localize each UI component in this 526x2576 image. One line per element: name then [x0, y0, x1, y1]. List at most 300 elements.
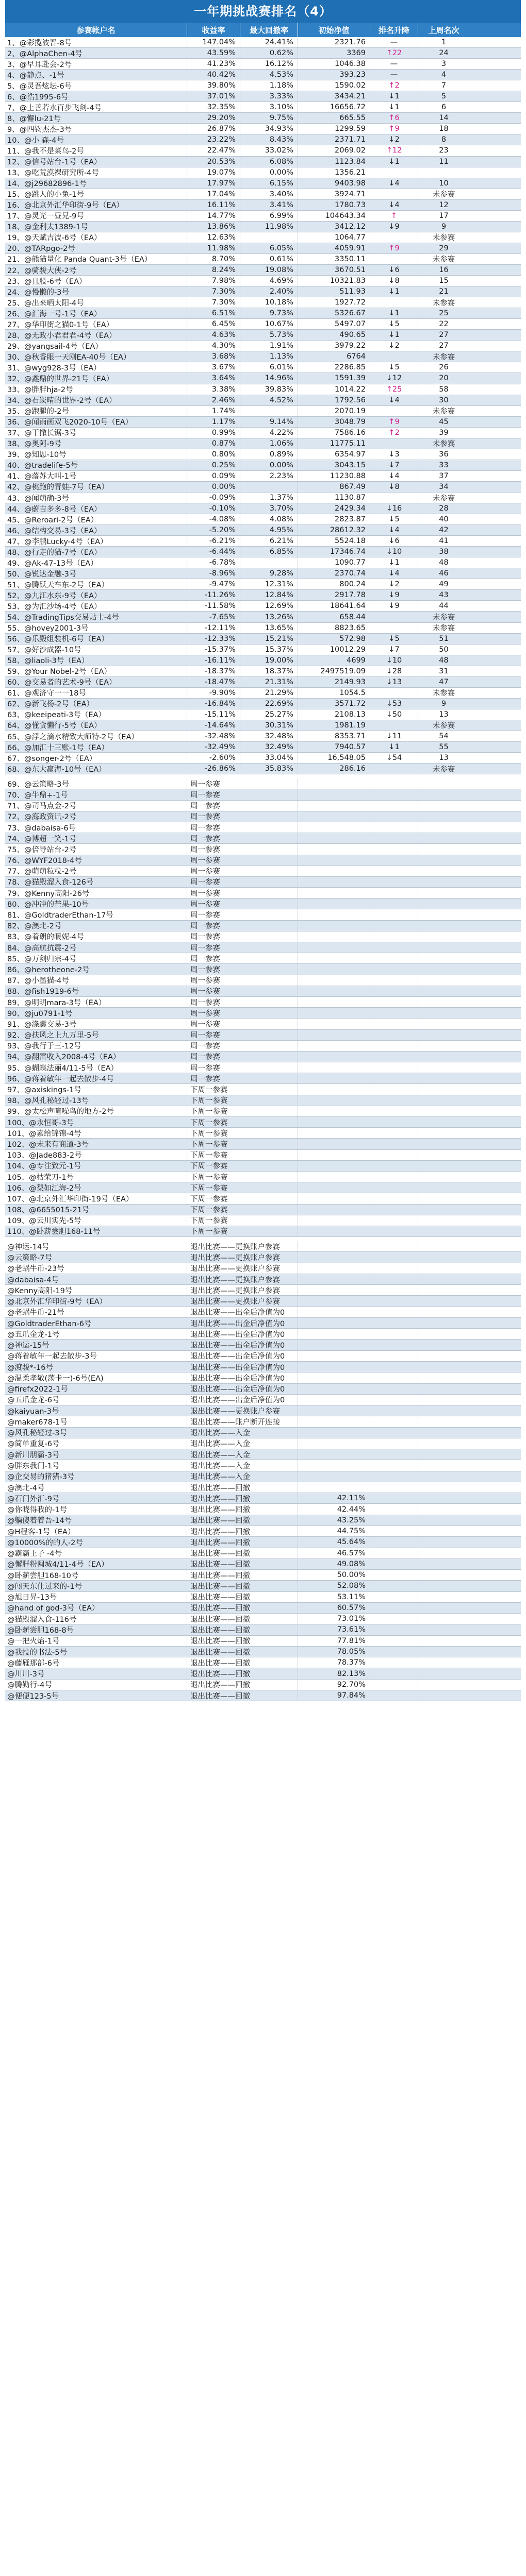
- last-week-rank: [418, 297, 469, 308]
- initial-nav: [298, 330, 370, 340]
- empty-cell: [298, 1128, 370, 1138]
- rank-change-text: ↓12: [386, 374, 402, 383]
- exit-reason: [187, 1274, 298, 1284]
- exit-drawdown: [298, 1471, 370, 1482]
- last-week-rank-text: 42: [439, 526, 449, 535]
- empty-cell: [370, 986, 418, 996]
- empty-cell: [370, 931, 418, 942]
- table-row: [5, 536, 521, 547]
- initial-nav: [298, 157, 370, 167]
- last-week-rank-text: 未参赛: [432, 722, 455, 731]
- empty-cell: [418, 975, 469, 986]
- max-drawdown-text: 25.27%: [265, 710, 293, 719]
- account-name-text: 45、@Reroari-2号（EA）: [7, 516, 98, 524]
- last-week-rank-text: 51: [439, 634, 449, 643]
- max-drawdown: [240, 742, 298, 752]
- empty-cell: [370, 1008, 418, 1018]
- max-drawdown-text: 6.01%: [269, 363, 293, 372]
- rank-change-text: ↓6: [388, 537, 400, 546]
- rank-change-text: ↑9: [388, 125, 400, 133]
- empty-cell: [298, 844, 370, 854]
- max-drawdown-text: 19.08%: [265, 266, 293, 274]
- pending-row: [5, 1128, 521, 1139]
- rank-change: [370, 482, 418, 492]
- rank-change-text: ↓4: [388, 200, 400, 209]
- max-drawdown: [240, 417, 298, 427]
- exit-drawdown: [298, 1526, 370, 1536]
- initial-nav: [298, 308, 370, 318]
- empty-cell: [370, 1019, 418, 1029]
- rank-change: [370, 709, 418, 720]
- max-drawdown: [240, 709, 298, 720]
- account-name: [5, 975, 187, 986]
- empty-cell: [370, 1428, 418, 1438]
- last-week-rank-text: 18: [439, 125, 449, 133]
- empty-cell: [418, 899, 469, 909]
- account-name-text: @maker678-1号: [7, 1418, 68, 1427]
- account-name: [5, 778, 187, 789]
- last-week-rank: [418, 362, 469, 372]
- exit-reason: [187, 1351, 298, 1361]
- return-rate: [187, 709, 240, 720]
- join-status: [187, 778, 298, 789]
- max-drawdown-text: 0.61%: [269, 255, 293, 263]
- exit-drawdown-text: 60.57%: [337, 1603, 366, 1612]
- exit-drawdown: [298, 1581, 370, 1591]
- return-rate: [187, 525, 240, 535]
- initial-nav-text: 3350.11: [335, 255, 366, 263]
- last-week-rank: [418, 330, 469, 340]
- initial-nav: [298, 623, 370, 633]
- rank-change: [370, 612, 418, 622]
- initial-nav: [298, 297, 370, 308]
- table-row: [5, 70, 521, 80]
- exit-drawdown-text: 82.13%: [337, 1669, 366, 1678]
- max-drawdown-text: 3.10%: [269, 103, 293, 112]
- account-name-text: 41、@落苏大叫-1号: [7, 472, 77, 481]
- exited-row: [5, 1515, 521, 1526]
- empty-cell: [418, 1515, 469, 1526]
- rank-change: [370, 341, 418, 351]
- table-row: [5, 677, 521, 688]
- max-drawdown-text: 6.15%: [269, 179, 293, 188]
- account-name-text: 71、@司马点金-2号: [7, 802, 77, 811]
- account-name: [5, 1052, 187, 1062]
- last-week-rank-text: 3: [441, 60, 447, 69]
- max-drawdown: [240, 351, 298, 362]
- account-name-text: 75、@倍导站台-2号: [7, 845, 77, 854]
- empty-cell: [370, 1150, 418, 1160]
- account-name: [5, 964, 187, 974]
- initial-nav-text: 800.24: [339, 580, 366, 589]
- initial-nav-text: 1090.77: [335, 558, 366, 567]
- exit-reason-text: 退出比赛——回撤: [190, 1528, 250, 1536]
- account-name-text: @我投的书法-5号: [7, 1648, 67, 1657]
- last-week-rank-text: 未参赛: [432, 256, 455, 264]
- max-drawdown: [240, 145, 298, 156]
- return-rate-text: -8.96%: [209, 569, 236, 578]
- pending-list: [5, 778, 521, 1237]
- last-week-rank-text: 26: [439, 363, 449, 372]
- account-name: [5, 909, 187, 920]
- initial-nav-text: 4699: [347, 656, 366, 665]
- exit-reason-text: 退出比赛——更换账户参赛: [190, 1286, 280, 1295]
- empty-cell: [298, 1215, 370, 1226]
- pending-row: [5, 909, 521, 920]
- exit-reason: [187, 1493, 298, 1503]
- return-rate-text: -18.37%: [204, 667, 236, 675]
- rank-change: [370, 70, 418, 80]
- rank-change: [370, 222, 418, 232]
- join-status: [187, 888, 298, 898]
- account-name-text: @老蜗牛币-21号: [7, 1309, 64, 1317]
- rank-change: [370, 764, 418, 774]
- empty-cell: [370, 1340, 418, 1350]
- empty-cell: [370, 1603, 418, 1613]
- exit-drawdown-text: 45.64%: [337, 1538, 366, 1547]
- exited-row: [5, 1449, 521, 1460]
- last-week-rank: [418, 471, 469, 481]
- initial-nav: [298, 699, 370, 709]
- initial-nav: [298, 124, 370, 134]
- return-rate-text: -15.11%: [204, 710, 236, 719]
- initial-nav-text: 5326.67: [335, 309, 366, 318]
- return-rate-text: -5.20%: [209, 526, 236, 535]
- initial-nav: [298, 417, 370, 427]
- initial-nav-text: 2371.71: [335, 135, 366, 144]
- max-drawdown-text: 0.00%: [269, 168, 293, 177]
- account-name-text: 24、@慢懒的-3号: [7, 288, 69, 297]
- table-row: [5, 80, 521, 91]
- account-name-text: @闯天东仕过来的-1号: [7, 1582, 82, 1591]
- account-name: [5, 1252, 187, 1262]
- return-rate-text: -16.11%: [204, 656, 236, 665]
- last-week-rank: [418, 134, 469, 145]
- rank-change-text: ↑12: [386, 146, 402, 155]
- last-week-rank-text: 22: [439, 320, 449, 329]
- rank-change-text: ↓16: [386, 504, 402, 513]
- last-week-rank-text: 34: [439, 482, 449, 491]
- empty-cell: [418, 1106, 469, 1116]
- exit-reason-text: 退出比赛——入金: [190, 1429, 250, 1438]
- join-status-text: 周一参赛: [190, 813, 220, 822]
- exit-reason: [187, 1296, 298, 1306]
- initial-nav-text: 2823.87: [335, 515, 366, 524]
- account-name: [5, 134, 187, 145]
- return-rate: [187, 460, 240, 470]
- empty-cell: [370, 1614, 418, 1624]
- account-name-text: 14、@j29682896-1号: [7, 180, 87, 189]
- exited-list: [5, 1241, 521, 1701]
- return-rate-text: 17.97%: [207, 179, 236, 188]
- rank-change-text: ↓6: [388, 266, 400, 274]
- empty-cell: [298, 877, 370, 887]
- empty-cell: [298, 1226, 370, 1236]
- account-name: [5, 222, 187, 232]
- account-name-text: 52、@九江水东-9号（EA）: [7, 591, 102, 600]
- exit-reason-text: 退出比赛——回撤: [190, 1538, 250, 1547]
- last-week-rank: [418, 612, 469, 622]
- account-name-text: 72、@海政资讯-2号: [7, 813, 77, 822]
- last-week-rank-text: 33: [439, 461, 449, 469]
- account-name: [5, 1482, 187, 1493]
- join-status-text: 周一参赛: [190, 1020, 220, 1029]
- account-name-text: 95、@蝴蝶法丽4/11-5号（EA）: [7, 1064, 119, 1073]
- account-name: [5, 1624, 187, 1635]
- join-status: [187, 833, 298, 843]
- join-status-text: 周一参赛: [190, 922, 220, 931]
- account-name: [5, 1416, 187, 1427]
- account-name-text: 73、@dabaisa-6号: [7, 824, 76, 833]
- join-status: [187, 1117, 298, 1127]
- account-name: [5, 1193, 187, 1204]
- empty-cell: [418, 921, 469, 931]
- empty-cell: [370, 1182, 418, 1193]
- rank-change-text: ↓4: [388, 526, 400, 535]
- join-status: [187, 921, 298, 931]
- account-name-text: 79、@Kenny高阳-26号: [7, 889, 90, 898]
- last-week-rank-text: 28: [439, 504, 449, 513]
- join-status: [187, 1062, 298, 1073]
- exited-row: [5, 1274, 521, 1285]
- account-name-text: @猫殿溜入食-116号: [7, 1615, 77, 1624]
- max-drawdown-text: 4.52%: [269, 396, 293, 404]
- initial-nav: [298, 666, 370, 676]
- exit-reason: [187, 1405, 298, 1416]
- initial-nav-text: 2149.93: [335, 677, 366, 686]
- account-name: [5, 1570, 187, 1580]
- return-rate-text: -15.37%: [204, 645, 236, 654]
- account-name-text: 106、@梨如江海-2号: [7, 1184, 81, 1193]
- pending-row: [5, 1084, 521, 1095]
- last-week-rank-text: 11: [439, 157, 449, 166]
- rank-change-text: ↓2: [388, 135, 400, 144]
- account-name: [5, 200, 187, 210]
- last-week-rank-text: 27: [439, 331, 449, 340]
- return-rate: [187, 37, 240, 47]
- initial-nav: [298, 341, 370, 351]
- account-name: [5, 942, 187, 953]
- last-week-rank: [418, 80, 469, 91]
- empty-cell: [370, 1161, 418, 1171]
- rank-change-text: ↓11: [386, 732, 402, 741]
- exit-reason: [187, 1362, 298, 1372]
- exit-drawdown: [298, 1657, 370, 1668]
- account-name: [5, 1139, 187, 1149]
- exit-reason: [187, 1460, 298, 1470]
- empty-cell: [418, 789, 469, 800]
- rank-change-text: ↓1: [388, 743, 400, 752]
- exit-reason-text: 退出比赛——出金后净值为0: [190, 1342, 285, 1350]
- join-status: [187, 942, 298, 953]
- max-drawdown-text: 6.99%: [269, 211, 293, 220]
- account-name-text: @卧薪尝胆168-8号: [7, 1626, 74, 1635]
- last-week-rank-text: 48: [439, 656, 449, 665]
- initial-nav: [298, 319, 370, 329]
- exit-drawdown-text: 73.61%: [337, 1625, 366, 1634]
- empty-cell: [418, 1285, 469, 1295]
- last-week-rank-text: 25: [439, 309, 449, 318]
- initial-nav-text: 3571.72: [335, 699, 366, 708]
- last-week-rank: [418, 720, 469, 731]
- empty-cell: [370, 1636, 418, 1646]
- account-name: [5, 811, 187, 822]
- return-rate-text: 12.63%: [207, 233, 236, 242]
- table-row: [5, 37, 521, 48]
- last-week-rank-text: 16: [439, 266, 449, 274]
- exit-reason: [187, 1680, 298, 1690]
- initial-nav-text: 286.16: [339, 765, 366, 773]
- empty-cell: [418, 1340, 469, 1350]
- max-drawdown: [240, 37, 298, 47]
- account-name-text: 87、@小墨猫-4号: [7, 977, 69, 986]
- join-status: [187, 1150, 298, 1160]
- join-status: [187, 1019, 298, 1029]
- account-name-text: 46、@结构交易-3号（EA）: [7, 527, 102, 535]
- initial-nav: [298, 222, 370, 232]
- exit-drawdown-text: 49.08%: [337, 1560, 366, 1568]
- last-week-rank-text: 29: [439, 244, 449, 252]
- pending-row: [5, 1041, 521, 1052]
- return-rate-text: -12.33%: [204, 634, 236, 643]
- initial-nav-text: 2429.34: [335, 504, 366, 513]
- empty-cell: [418, 1329, 469, 1339]
- account-name-text: 53、@为汇沙场-4号（EA）: [7, 602, 102, 611]
- account-name: [5, 953, 187, 963]
- exit-drawdown-text: 42.11%: [337, 1494, 366, 1503]
- account-name: [5, 514, 187, 524]
- pending-row: [5, 778, 521, 789]
- max-drawdown-text: 10.67%: [265, 320, 293, 329]
- rank-change: [370, 330, 418, 340]
- return-rate-text: 8.24%: [211, 266, 236, 274]
- account-name: [5, 1493, 187, 1503]
- initial-nav-text: 1780.73: [335, 200, 366, 209]
- table-row: [5, 579, 521, 590]
- table-row: [5, 308, 521, 319]
- initial-nav: [298, 688, 370, 698]
- account-name: [5, 1241, 187, 1251]
- account-name-text: @神运-15号: [7, 1342, 50, 1350]
- empty-cell: [370, 1172, 418, 1182]
- last-week-rank-text: 23: [439, 146, 449, 155]
- account-name: [5, 1062, 187, 1073]
- last-week-rank-text: 9: [441, 222, 447, 231]
- empty-cell: [370, 1193, 418, 1204]
- empty-cell: [370, 1581, 418, 1591]
- last-week-rank: [418, 634, 469, 644]
- initial-nav-text: 11230.88: [330, 471, 366, 480]
- pending-row: [5, 822, 521, 833]
- empty-cell: [418, 1215, 469, 1226]
- initial-nav-text: 3979.22: [335, 342, 366, 350]
- empty-cell: [298, 1161, 370, 1171]
- rank-change: [370, 276, 418, 286]
- exited-row: [5, 1471, 521, 1482]
- account-name-text: 109、@云川实先-5号: [7, 1217, 81, 1226]
- last-week-rank: [418, 590, 469, 600]
- rank-change-text: ↓1: [388, 103, 400, 112]
- last-week-rank-text: 13: [439, 754, 449, 762]
- return-rate: [187, 330, 240, 340]
- max-drawdown: [240, 699, 298, 709]
- initial-nav-text: 7586.16: [335, 428, 366, 437]
- initial-nav-text: 5497.07: [335, 320, 366, 329]
- empty-cell: [418, 1274, 469, 1284]
- join-status: [187, 909, 298, 920]
- last-week-rank-text: 27: [439, 342, 449, 350]
- empty-cell: [418, 1362, 469, 1372]
- last-week-rank: [418, 742, 469, 752]
- empty-cell: [298, 1084, 370, 1094]
- max-drawdown: [240, 384, 298, 395]
- last-week-rank-text: 7: [441, 81, 447, 90]
- exit-drawdown: [298, 1318, 370, 1328]
- empty-cell: [418, 877, 469, 887]
- last-week-rank-text: 24: [439, 49, 449, 58]
- account-name: [5, 1471, 187, 1482]
- rank-change-text: ↑22: [386, 49, 402, 58]
- header-rank-change: 排名升降: [370, 23, 418, 37]
- exit-drawdown: [298, 1680, 370, 1690]
- initial-nav: [298, 254, 370, 264]
- max-drawdown: [240, 222, 298, 232]
- account-name-text: 84、@高航抗震-2号: [7, 944, 77, 953]
- account-name: [5, 1329, 187, 1339]
- account-name: [5, 1537, 187, 1547]
- return-rate-text: 0.99%: [211, 428, 236, 437]
- table-row: [5, 493, 521, 503]
- return-rate-text: 41.23%: [207, 60, 236, 69]
- exit-drawdown: [298, 1340, 370, 1350]
- account-name-text: 11、@我不是菜鸟-2号: [7, 147, 84, 156]
- join-status: [187, 964, 298, 974]
- last-week-rank: [418, 688, 469, 698]
- exited-row: [5, 1307, 521, 1318]
- last-week-rank: [418, 341, 469, 351]
- max-drawdown-text: 1.18%: [269, 81, 293, 90]
- max-drawdown-text: 1.37%: [269, 493, 293, 502]
- table-row: [5, 731, 521, 742]
- max-drawdown: [240, 91, 298, 101]
- table-row: [5, 362, 521, 373]
- empty-cell: [418, 1384, 469, 1394]
- initial-nav-text: 2370.74: [335, 569, 366, 578]
- empty-cell: [370, 1647, 418, 1657]
- last-week-rank-text: 未参赛: [432, 689, 455, 698]
- account-name-text: 83、@着朗的暖妮-4号: [7, 933, 84, 942]
- exit-reason: [187, 1668, 298, 1679]
- max-drawdown: [240, 601, 298, 611]
- exit-drawdown: [298, 1537, 370, 1547]
- account-name: [5, 265, 187, 275]
- account-name-text: 3、@早耳赴会-2号: [7, 60, 72, 69]
- pending-row: [5, 921, 521, 931]
- initial-nav: [298, 37, 370, 47]
- empty-cell: [418, 1690, 469, 1701]
- table-row: [5, 601, 521, 612]
- account-name: [5, 612, 187, 622]
- join-status-text: 下周一参赛: [190, 1140, 228, 1149]
- exited-row: [5, 1460, 521, 1471]
- empty-cell: [418, 1428, 469, 1438]
- initial-nav: [298, 655, 370, 666]
- exit-reason: [187, 1482, 298, 1493]
- account-name-text: @一把火焰-1号: [7, 1637, 60, 1646]
- exit-reason: [187, 1636, 298, 1646]
- exited-row: [5, 1241, 521, 1252]
- account-name-text: 94、@翻雷收入2008-4号（EA）: [7, 1053, 121, 1062]
